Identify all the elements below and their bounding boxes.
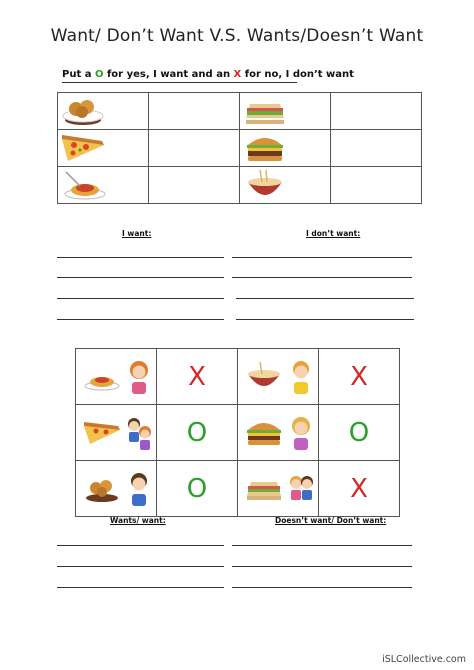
x-mark: X — [188, 361, 206, 392]
wants-want-heading: Wants/ want: — [110, 516, 166, 525]
write-line[interactable] — [232, 545, 412, 546]
write-line[interactable] — [57, 587, 224, 588]
pizza-icon — [82, 418, 122, 448]
burger-icon — [244, 418, 284, 448]
doesnt-want-heading: Doesn’t want/ Don’t want: — [275, 516, 387, 525]
food-grid — [57, 92, 422, 204]
boy-girl-icon — [124, 414, 154, 452]
table-row — [76, 461, 400, 517]
o-mark: O — [186, 417, 208, 448]
food-cell — [58, 167, 149, 204]
example-picture-cell — [76, 461, 157, 517]
example-picture-cell — [238, 405, 319, 461]
food-cell — [58, 130, 149, 167]
write-line[interactable] — [57, 545, 224, 546]
instruction-part1: Put a — [62, 69, 95, 80]
write-line[interactable] — [232, 587, 412, 588]
example-mark-cell — [157, 405, 238, 461]
write-line[interactable] — [57, 298, 224, 299]
girl-icon — [124, 358, 154, 396]
write-line[interactable] — [57, 277, 224, 278]
food-cell — [240, 93, 331, 130]
instruction-underline — [62, 82, 297, 83]
example-picture-cell — [76, 405, 157, 461]
write-line[interactable] — [232, 277, 412, 278]
fried-chicken-icon — [58, 94, 108, 128]
o-mark: O — [186, 473, 208, 504]
spaghetti-icon — [58, 168, 108, 202]
food-cell — [58, 93, 149, 130]
answer-cell[interactable] — [331, 130, 422, 167]
girl-icon — [286, 414, 316, 452]
instruction-text — [62, 69, 354, 80]
example-picture-cell — [238, 461, 319, 517]
write-line[interactable] — [232, 257, 412, 258]
table-row — [58, 130, 422, 167]
write-line[interactable] — [236, 319, 414, 320]
answer-cell[interactable] — [331, 93, 422, 130]
write-line[interactable] — [57, 257, 224, 258]
burger-icon — [240, 131, 290, 165]
table-row — [76, 349, 400, 405]
i-want-heading: I want: — [122, 229, 152, 238]
example-mark-cell — [319, 461, 400, 517]
example-picture-cell — [238, 349, 319, 405]
site-watermark: iSLCollective.com — [382, 654, 466, 665]
page-title: Want/ Don’t Want V.S. Wants/Doesn’t Want — [50, 26, 424, 46]
answer-cell[interactable] — [149, 93, 240, 130]
i-dont-want-heading: I don’t want: — [306, 229, 361, 238]
example-grid — [75, 348, 400, 517]
sandwich-icon — [244, 474, 284, 504]
instruction-x-mark: X — [233, 69, 242, 80]
answer-cell[interactable] — [149, 130, 240, 167]
food-cell — [240, 130, 331, 167]
example-mark-cell — [319, 405, 400, 461]
pizza-icon — [58, 131, 108, 165]
noodle-bowl-icon — [240, 168, 290, 202]
table-row — [58, 167, 422, 204]
instruction-o-mark: O — [94, 69, 104, 80]
table-row — [76, 405, 400, 461]
write-line[interactable] — [57, 319, 224, 320]
write-line[interactable] — [57, 566, 224, 567]
answer-cell[interactable] — [331, 167, 422, 204]
instruction-part3: for no, I don’t want — [241, 69, 354, 80]
write-line[interactable] — [232, 566, 412, 567]
o-mark: O — [348, 417, 370, 448]
table-row — [58, 93, 422, 130]
example-mark-cell — [319, 349, 400, 405]
write-line[interactable] — [236, 298, 414, 299]
spaghetti-icon — [82, 362, 122, 392]
example-mark-cell — [157, 349, 238, 405]
x-mark: X — [350, 473, 368, 504]
sandwich-icon — [240, 94, 290, 128]
boy-icon — [286, 358, 316, 396]
fried-chicken-icon — [82, 474, 122, 504]
noodle-bowl-icon — [244, 362, 284, 392]
boy-icon — [124, 470, 154, 508]
food-cell — [240, 167, 331, 204]
example-mark-cell — [157, 461, 238, 517]
example-picture-cell — [76, 349, 157, 405]
instruction-part2: for yes, I want and an — [103, 69, 234, 80]
answer-cell[interactable] — [149, 167, 240, 204]
x-mark: X — [350, 361, 368, 392]
boy-girl-icon — [286, 470, 316, 508]
